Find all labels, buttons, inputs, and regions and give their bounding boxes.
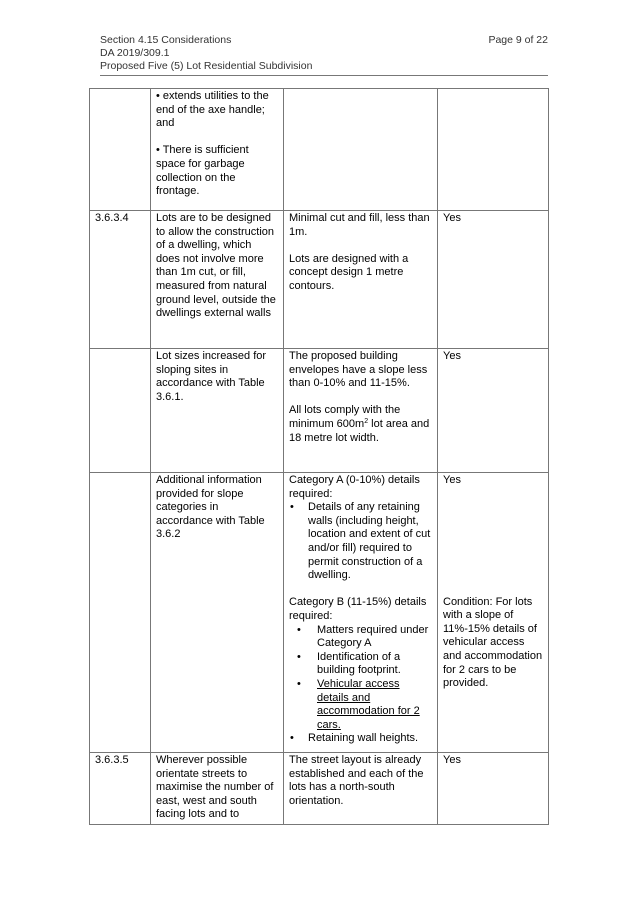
proposal-text-part: lot area and 18 metre lot width. — [289, 417, 430, 444]
compliance-cell — [438, 89, 549, 211]
header-proposal-title: Proposed Five (5) Lot Residential Subdivision — [100, 60, 313, 72]
condition-text: Condition: For lots with a slope of 11%-15% details of vehicular access and accommodation for 2 cars to be provided. — [443, 595, 543, 690]
considerations-table — [89, 88, 549, 825]
compliance-cell: Yes — [438, 211, 549, 349]
control-cell: Lots are to be designed to allow the construction of a dwelling, which does not involve more than 1m cut, or fill, measured from natural ground level, outside the dwellings external walls — [151, 211, 284, 349]
category-a-list — [289, 501, 432, 583]
control-cell — [151, 89, 284, 211]
clause-cell — [90, 349, 151, 473]
control-cell: Wherever possible orientate streets to maximise the number of east, west and south facing lots and to — [151, 753, 284, 825]
proposal-cell — [284, 211, 438, 349]
category-b-list — [289, 624, 432, 733]
proposal-cell — [284, 89, 438, 211]
compliance-cell — [438, 473, 549, 753]
clause-cell — [90, 473, 151, 753]
proposal-text: The proposed building envelopes have a slope less than 0-10% and 11-15%. — [289, 350, 428, 390]
control-bullet: • There is sufficient space for garbage collection on the frontage. — [156, 144, 249, 198]
list-item: • Details of any retaining walls (including height, location and extent of cut and/or fill) required to permit construction of a dwelling. — [289, 501, 432, 583]
page-header — [100, 34, 548, 73]
category-b-list-end — [289, 732, 432, 746]
category-b-heading: Category B (11-15%) details required: — [289, 596, 427, 622]
proposal-text: Minimal cut and fill, less than 1m. — [289, 212, 430, 238]
table-row — [90, 753, 549, 825]
table-row — [90, 89, 549, 211]
header-section-title: Section 4.15 Considerations — [100, 34, 232, 46]
compliance-cell: Yes — [438, 349, 549, 473]
proposal-cell: The street layout is already established and each of the lots has a north-south orientation. — [284, 753, 438, 825]
compliance-cell: Yes — [438, 753, 549, 825]
table-row — [90, 211, 549, 349]
clause-cell — [90, 89, 151, 211]
proposal-text — [289, 404, 432, 445]
clause-cell: 3.6.3.4 — [90, 211, 151, 349]
list-item: • Matters required under Category A — [289, 624, 432, 651]
control-cell: Lot sizes increased for sloping sites in accordance with Table 3.6.1. — [151, 349, 284, 473]
proposal-text: Lots are designed with a concept design 1 metre contours. — [289, 252, 409, 292]
clause-cell: 3.6.3.5 — [90, 753, 151, 825]
superscript-2: 2 — [364, 417, 369, 425]
control-cell: Additional information provided for slope categories in accordance with Table 3.6.2 — [151, 473, 284, 753]
list-item: • Identification of a building footprint. — [289, 651, 432, 678]
proposal-cell — [284, 473, 438, 753]
header-divider — [100, 75, 548, 76]
header-da-number: DA 2019/309.1 — [100, 47, 170, 59]
control-bullet: • extends utilities to the end of the axe handle; and — [156, 90, 269, 130]
category-a-heading: Category A (0-10%) details required: — [289, 474, 420, 500]
compliance-value: Yes — [443, 474, 461, 486]
list-item: • Retaining wall heights. — [289, 732, 432, 746]
table-row — [90, 473, 549, 753]
page-number: Page 9 of 22 — [488, 34, 548, 46]
proposal-text-part: All lots comply with the minimum 600m — [289, 404, 401, 430]
list-item: • Vehicular access details and accommodation for 2 cars. — [289, 678, 432, 732]
proposal-cell — [284, 349, 438, 473]
table-row — [90, 349, 549, 473]
